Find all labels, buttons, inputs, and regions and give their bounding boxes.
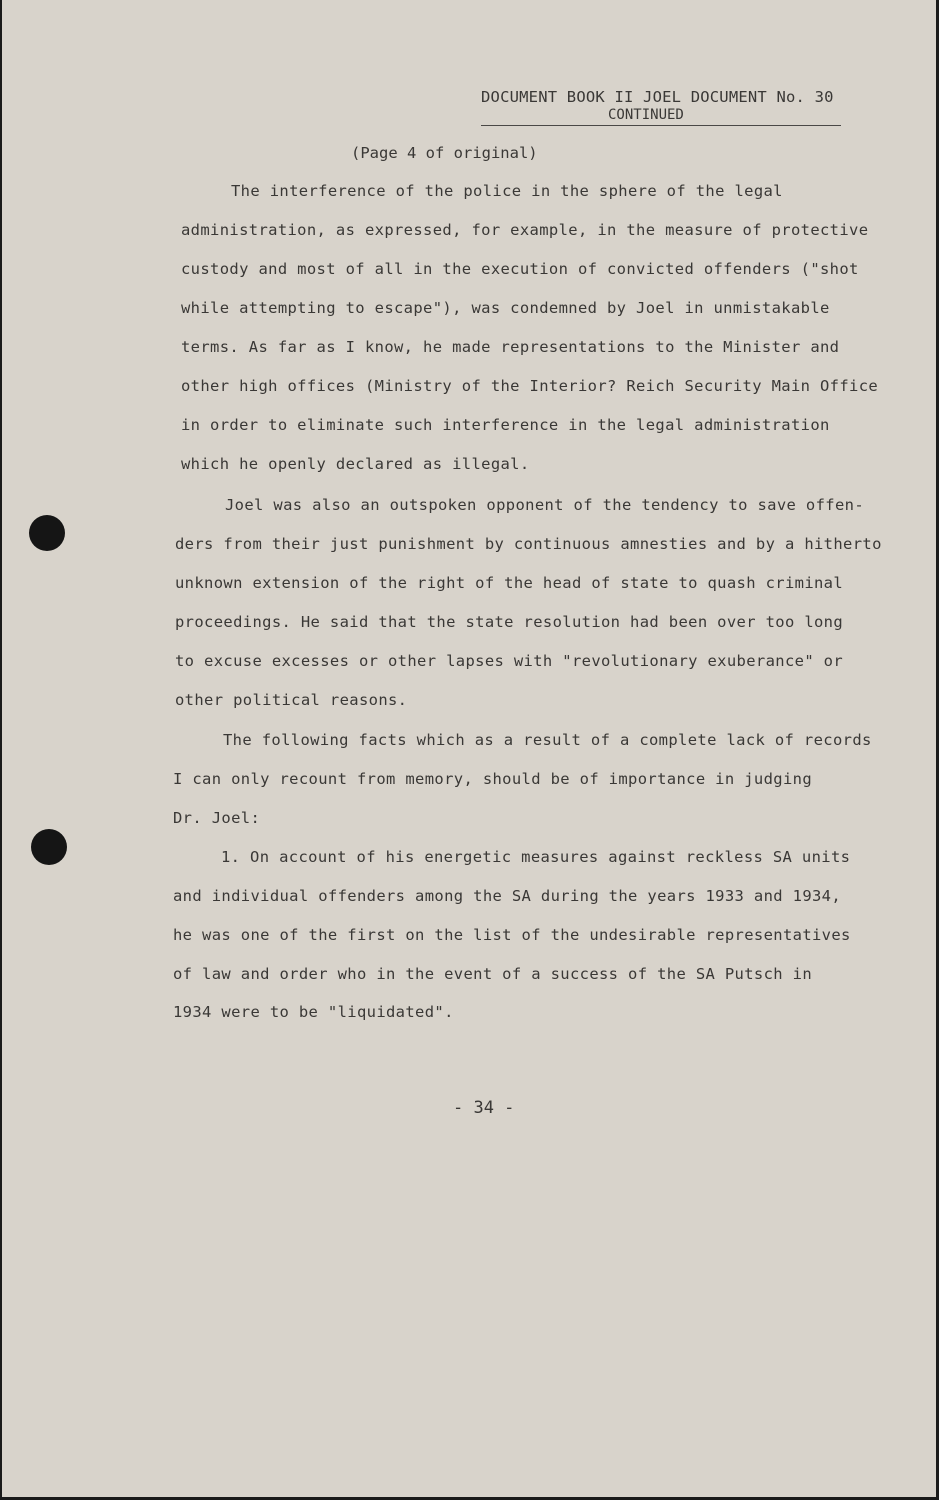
page-number: - 34 - <box>453 1098 515 1118</box>
body-line: Dr. Joel: <box>173 809 261 827</box>
body-line: in order to eliminate such interference in the legal administration <box>181 416 830 434</box>
body-line: The following facts which as a result of a complete lack of records <box>223 731 872 749</box>
original-page-reference: (Page 4 of original) <box>351 144 538 162</box>
body-line: 1934 were to be "liquidated". <box>173 1003 454 1021</box>
body-line: to excuse excesses or other lapses with "revolutionary exuberance" or <box>175 652 844 670</box>
body-line: 1. On account of his energetic measures against reckless SA units <box>221 848 851 866</box>
document-header-title: DOCUMENT BOOK II JOEL DOCUMENT No. 30 <box>481 88 834 106</box>
body-line: custody and most of all in the execution of convicted offenders ("shot <box>181 260 859 278</box>
body-line: proceedings. He said that the state resolution had been over too long <box>175 613 844 631</box>
punch-hole <box>29 515 65 551</box>
body-line: The interference of the police in the sphere of the legal <box>231 182 783 200</box>
body-line: other political reasons. <box>175 691 408 709</box>
document-header-subtitle: CONTINUED <box>608 107 684 123</box>
body-line: Joel was also an outspoken opponent of the tendency to save offen- <box>225 496 864 514</box>
body-line: which he openly declared as illegal. <box>181 455 530 473</box>
body-line: and individual offenders among the SA during the years 1933 and 1934, <box>173 887 842 905</box>
punch-hole <box>31 829 67 865</box>
body-line: ders from their just punishment by continuous amnesties and by a hitherto <box>175 535 882 553</box>
body-line: unknown extension of the right of the head of state to quash criminal <box>175 574 844 592</box>
body-line: of law and order who in the event of a success of the SA Putsch in <box>173 965 812 983</box>
body-line: administration, as expressed, for example, in the measure of protective <box>181 221 869 239</box>
body-line: other high offices (Ministry of the Interior? Reich Security Main Office <box>181 377 879 395</box>
body-line: I can only recount from memory, should be of importance in judging <box>173 770 812 788</box>
body-line: terms. As far as I know, he made representations to the Minister and <box>181 338 840 356</box>
header-underline <box>481 125 841 126</box>
body-line: while attempting to escape"), was condemned by Joel in unmistakable <box>181 299 830 317</box>
body-line: he was one of the first on the list of the undesirable representatives <box>173 926 851 944</box>
document-page <box>2 0 936 1497</box>
